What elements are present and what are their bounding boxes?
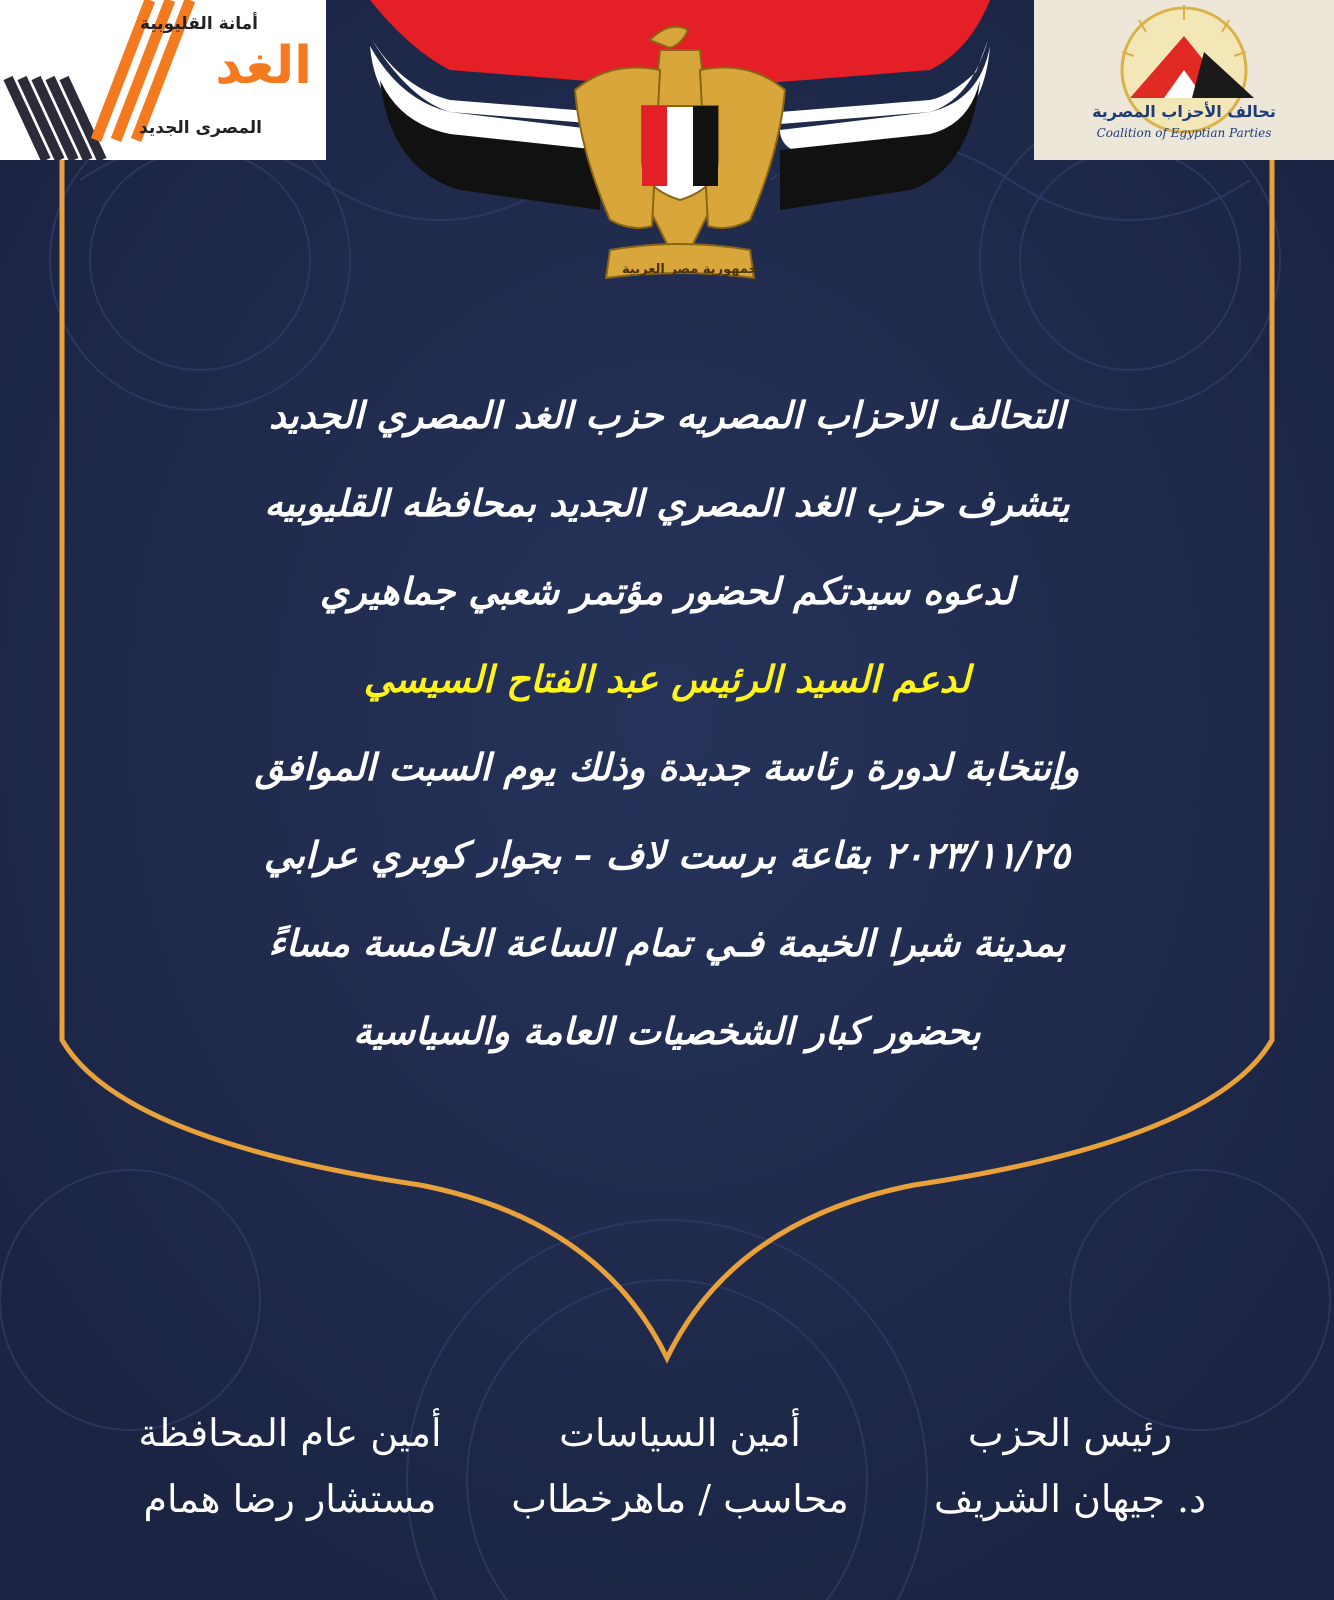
emblem-caption: جمهورية مصر العربية — [622, 262, 758, 277]
invitation-line-1: التحالف الاحزاب المصريه حزب الغد المصري الجديد — [268, 394, 1066, 437]
invitation-line-3: لدعوه سيدتكم لحضور مؤتمر شعبي جماهيري — [319, 570, 1015, 613]
signatures — [120, 1400, 1240, 1532]
party-suffix: المصرى الجديد — [139, 118, 262, 138]
coalition-arabic-name: تحالف الأحزاب المصرية — [1092, 102, 1276, 121]
signature-name: مستشار رضا همام — [143, 1477, 437, 1521]
signature-policies-secretary — [510, 1400, 850, 1532]
signature-role: أمين عام المحافظة — [138, 1411, 442, 1455]
ghad-party-logo — [0, 0, 326, 160]
invitation-line-date-venue: ٢٠٢٣/١١/٢٥ بقاعة برست لاف – بجوار كوبري عرابي — [263, 834, 1071, 877]
amana-label: أمانة القليوبية — [140, 14, 258, 34]
invitation-line-2: يتشرف حزب الغد المصري الجديد بمحافظه القليوبيه — [264, 482, 1070, 525]
invitation-line-time: بمدينة شبرا الخيمة فـي تمام الساعة الخامسة مساءً — [268, 922, 1066, 965]
signature-party-president — [900, 1400, 1240, 1532]
invitation-line-attendance: بحضور كبار الشخصيات العامة والسياسية — [353, 1010, 981, 1053]
invitation-line-5: وإنتخابة لدورة رئاسة جديدة وذلك يوم السبت الموافق — [254, 746, 1080, 789]
signature-governorate-secretary — [120, 1400, 460, 1532]
signature-role: رئيس الحزب — [967, 1411, 1173, 1455]
signature-name: محاسب / ماهرخطاب — [511, 1477, 849, 1521]
coalition-english-name: Coalition of Egyptian Parties — [1096, 126, 1272, 140]
egypt-eagle-emblem-icon — [370, 0, 1010, 300]
ghad-wordmark: الغد — [215, 36, 312, 96]
signature-role: أمين السياسات — [559, 1411, 801, 1455]
signature-name: د. جيهان الشريف — [933, 1477, 1207, 1521]
invitation-line-highlight: لدعم السيد الرئيس عبد الفتاح السيسي — [363, 658, 971, 701]
coalition-logo — [1034, 0, 1334, 160]
invitation-text — [100, 372, 1234, 1076]
